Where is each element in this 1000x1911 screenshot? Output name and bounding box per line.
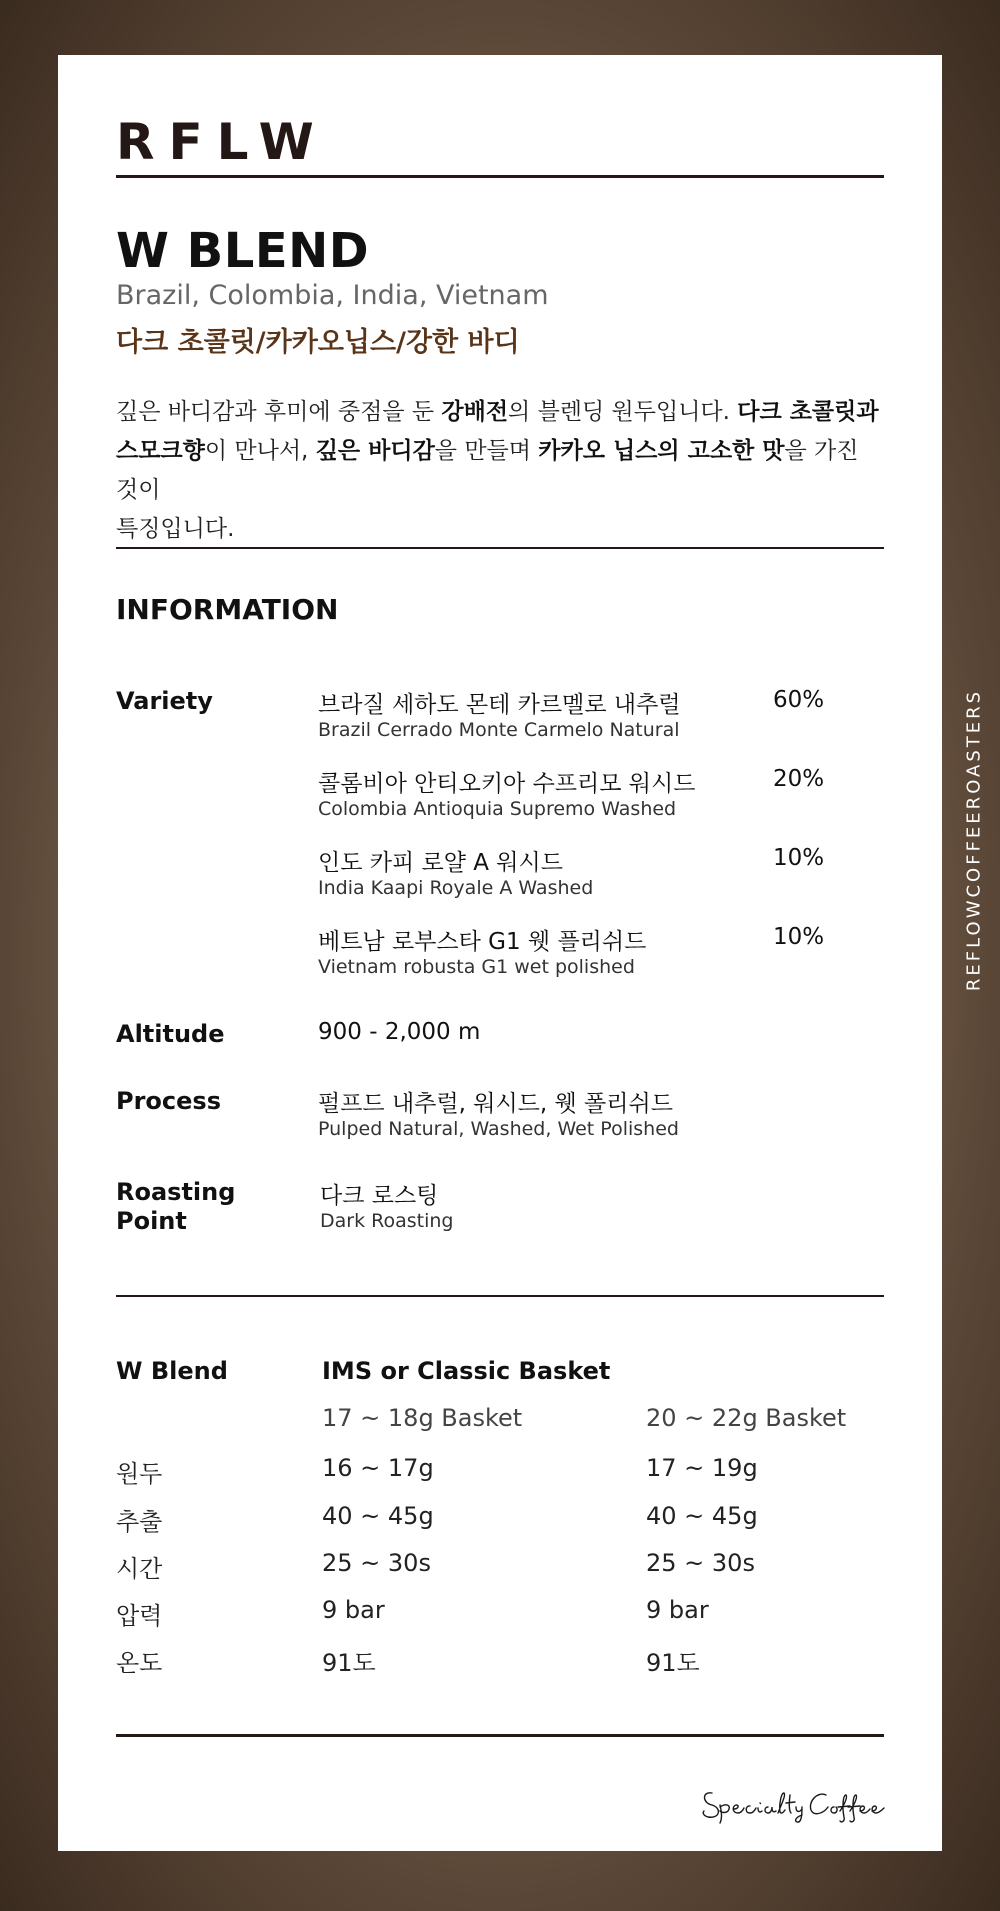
recipe-row-label: 온도	[116, 1649, 163, 1677]
recipe-row-label: 원두	[116, 1460, 163, 1488]
variety-en: Colombia Antioquia Supremo Washed	[318, 798, 677, 820]
recipe-row-label: 압력	[116, 1602, 163, 1630]
process-label: Process	[116, 1087, 221, 1115]
product-title: W BLEND	[116, 223, 370, 279]
variety-label: Variety	[116, 687, 213, 715]
variety-en: India Kaapi Royale A Washed	[318, 877, 594, 899]
altitude-value: 900 - 2,000 m	[318, 1019, 481, 1045]
recipe-cell: 9 bar	[646, 1596, 709, 1624]
recipe-cell: 40 ~ 45g	[646, 1502, 758, 1530]
variety-kr: 브라질 세하도 몬테 카르멜로 내추럴	[318, 692, 681, 718]
variety-percent: 60%	[773, 687, 825, 713]
side-brand-text: REFLOWCOFFEEROASTERS	[963, 688, 985, 992]
variety-percent: 20%	[773, 766, 825, 792]
product-card	[58, 55, 942, 1851]
brand-logo: RFLW	[116, 113, 328, 171]
recipe-cell: 91도	[322, 1649, 376, 1677]
recipe-cell: 25 ~ 30s	[646, 1549, 755, 1577]
recipe-row-label: 추출	[116, 1508, 163, 1536]
recipe-cell: 40 ~ 45g	[322, 1502, 434, 1530]
recipe-cell: 16 ~ 17g	[322, 1454, 434, 1482]
altitude-label: Altitude	[116, 1020, 225, 1048]
variety-en: Vietnam robusta G1 wet polished	[318, 956, 635, 978]
roasting-label: Roasting Point	[116, 1178, 236, 1235]
variety-kr: 베트남 로부스타 G1 웻 플리쉬드	[318, 929, 647, 955]
recipe-cell: 17 ~ 19g	[646, 1454, 758, 1482]
divider	[116, 175, 884, 178]
recipe-col2-header: 20 ~ 22g Basket	[646, 1404, 847, 1432]
recipe-name: W Blend	[116, 1357, 228, 1385]
recipe-col1-header: 17 ~ 18g Basket	[322, 1404, 523, 1432]
roasting-kr: 다크 로스팅	[320, 1183, 439, 1209]
recipe-cell: 9 bar	[322, 1596, 385, 1624]
recipe-row-label: 시간	[116, 1555, 163, 1583]
process-kr: 펄프드 내추럴, 워시드, 웻 폴리쉬드	[318, 1091, 673, 1117]
product-description: 깊은 바디감과 후미에 중점을 둔 강배전의 블렌딩 원두입니다. 다크 초콜릿과 스모크향이 만나서, 깊은 바디감을 만들며 카카오 닙스의 고소한 맛을 가진 것이 특징입니다.	[116, 399, 879, 542]
information-heading: INFORMATION	[116, 593, 339, 626]
roasting-en: Dark Roasting	[320, 1210, 454, 1232]
divider	[116, 1295, 884, 1297]
product-origins: Brazil, Colombia, India, Vietnam	[116, 280, 549, 311]
divider	[116, 1734, 884, 1737]
recipe-header: IMS or Classic Basket	[322, 1357, 611, 1385]
specialty-coffee-script	[698, 1775, 888, 1825]
variety-kr: 인도 카피 로얄 A 워시드	[318, 850, 563, 876]
divider	[116, 547, 884, 549]
process-en: Pulped Natural, Washed, Wet Polished	[318, 1118, 679, 1140]
recipe-cell: 91도	[646, 1649, 700, 1677]
recipe-cell: 25 ~ 30s	[322, 1549, 431, 1577]
variety-en: Brazil Cerrado Monte Carmelo Natural	[318, 719, 680, 741]
variety-percent: 10%	[773, 924, 825, 950]
tasting-notes: 다크 초콜릿/카카오닙스/강한 바디	[116, 327, 520, 358]
variety-kr: 콜롬비아 안티오키아 수프리모 워시드	[318, 771, 696, 797]
variety-percent: 10%	[773, 845, 825, 871]
